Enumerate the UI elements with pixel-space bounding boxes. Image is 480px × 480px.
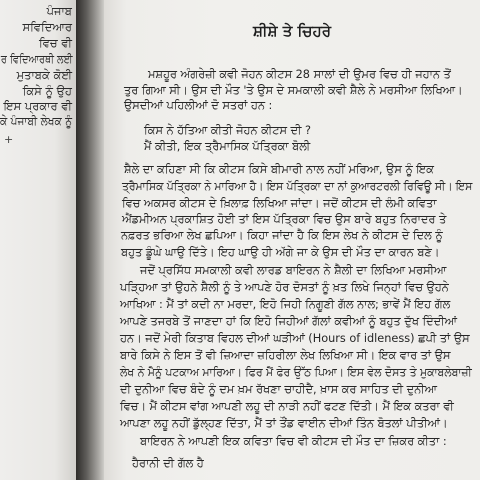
poem-line: ਮੈਂ ਕੀਤੀ, ਇਕ ਤ੍ਰੈਮਾਸਿਕ ਪੱਤ੍ਰਿਕਾ ਬੋਲੀ — [144, 140, 311, 153]
text-line: ਵਿਚ ਅਕਸਰ ਕੀਟਸ ਦੇ ਖ਼ਿਲਾਫ਼ ਲਿਖਿਆ ਜਾਂਦਾ। ਜਦੋਂ ਕੀਟਸ ਦੀ ਲੰਮੀ ਕਵਿਤਾ — [122, 197, 437, 210]
text-line: ਐਂਡਮੀਅਨ ਪ੍ਰਕਾਸ਼ਿਤ ਹੋਈ ਤਾਂ ਇਸ ਪੱਤ੍ਰਿਕਾ ਵਿਚ ਉਸ ਬਾਰੇ ਬਹੁਤ ਨਿਰਾਦਰ ਤੇ — [122, 213, 447, 226]
text-line: ਬਾਇਰਨ ਨੇ ਆਪਣੀ ਇਕ ਕਵਿਤਾ ਵਿਚ ਵੀ ਕੀਟਸ ਦੀ ਮੌਤ ਦਾ ਜ਼ਿਕਰ ਕੀਤਾ : — [140, 435, 447, 448]
left-text-fragment: ਵਿਚ ਵੀ — [39, 36, 72, 50]
text-line: ਤ੍ਰੈਮਾਸਿਕ ਪੱਤ੍ਰਿਕਾ ਨੇ ਮਾਰਿਆ ਹੈ। ਇਸ ਪੱਤ੍ਰਿਕਾ ਦਾ ਨਾਂ ਕੁਆਰਟਰਲੀ ਰਿਵਿਊ ਸੀ। ਇਸ — [122, 180, 473, 193]
left-text-fragment: ਰ ਵਿਦਿਆਰਥੀ ਲਈ — [0, 52, 72, 66]
text-line: ਪੜ੍ਹਿਆ ਤਾਂ ਉਹਨੇ ਸ਼ੈਲੀ ਨੂੰ ਤੇ ਆਪਣੇ ਹੋਰ ਦੋਸਤਾਂ ਨੂੰ ਖ਼ਤ ਲਿਖੇ ਜਿਨ੍ਹਾਂ ਵਿਚ ਉਹਨੇ — [120, 281, 449, 294]
text-line: ਵਿਚ। ਮੈਂ ਕੀਟਸ ਵਾਂਗ ਆਪਣੀ ਲਹੂ ਦੀ ਨਾੜੀ ਨਹੀਂ ਫਟਣ ਦਿੱਤੀ। ਮੈਂ ਇਕ ਕਤਰਾ ਵੀ — [120, 400, 454, 413]
left-text-fragment: ਸਵਿਦਿਆਰ — [22, 20, 72, 34]
book-gutter — [76, 0, 106, 480]
text-line: ਦੀ ਦੁਨੀਆ ਵਿਚ ਬੰਦੇ ਨੂੰ ਦਮ ਖ਼ਮ ਰੱਖਣਾ ਚਾਹੀਦੈ, ਖ਼ਾਸ ਕਰ ਸਾਹਿਤ ਦੀ ਦੁਨੀਆ — [120, 383, 437, 396]
text-line: ਆਖਿਆ : ਮੈਂ ਤਾਂ ਕਦੀ ਨਾ ਮਰਦਾ, ਇਹੋ ਜਿਹੀ ਨਿਗੂਣੀ ਗੱਲ ਨਾਲ; ਭਾਵੇਂ ਮੈਂ ਇਹ ਗੱਲ — [120, 298, 451, 311]
left-text-fragment: ਇਸ ਪ੍ਰਕਾਰ ਵੀ — [3, 99, 72, 113]
text-line: ਹਨ। ਜਦੋਂ ਮੇਰੀ ਕਿਤਾਬ ਵਿਹਲ ਦੀਆਂ ਘੜੀਆਂ (Hours of idleness) ਛਪੀ ਤਾਂ ਉਸ — [120, 332, 470, 345]
text-line: ਆਪਣੇ ਤਜਰਬੇ ਤੋਂ ਜਾਣਦਾ ਹਾਂ ਕਿ ਇਹੋ ਜਿਹੀਆਂ ਗੱਲਾਂ ਕਵੀਆਂ ਨੂੰ ਬਹੁਤ ਦੁੱਖ ਦਿੰਦੀਆਂ — [120, 315, 457, 328]
poem-line: ਕਿਸ ਨੇ ਹੱਤਿਆ ਕੀਤੀ ਜੋਹਨ ਕੀਟਸ ਦੀ ? — [144, 124, 312, 137]
text-line: ਮਸ਼ਹੂਰ ਅੰਗਰੇਜ਼ੀ ਕਵੀ ਜੋਹਨ ਕੀਟਸ 28 ਸਾਲਾਂ ਦੀ ਉਮਰ ਵਿਚ ਹੀ ਜਹਾਨ ਤੋਂ — [148, 68, 451, 81]
text-line: ਬਾਰੇ ਕਿਸੇ ਨੇ ਇਸ ਤੋਂ ਵੀ ਜ਼ਿਆਦਾ ਜ਼ਹਿਰੀਲਾ ਲੇਖ ਲਿਖਿਆ ਸੀ। ਇਕ ਵਾਰ ਤਾਂ ਉਸ — [120, 349, 451, 362]
text-line: ਉਸਦੀਆਂ ਪਹਿਲੀਆਂ ਦੋ ਸਤਰਾਂ ਹਨ : — [124, 99, 273, 112]
left-text-fragment: ਕੇ ਪੰਜਾਬੀ ਲੇਖਕ ਨੂੰ — [0, 114, 72, 128]
left-page — [0, 0, 78, 480]
dagger-mark: + — [4, 133, 14, 146]
text-line: ਤੁਰ ਗਿਆ ਸੀ। ਉਸ ਦੀ ਮੌਤ 'ਤੇ ਉਸ ਦੇ ਸਮਕਾਲੀ ਕਵੀ ਸ਼ੈਲੇ ਨੇ ਮਰਸੀਆ ਲਿਖਿਆ। — [124, 84, 463, 97]
text-line: ਸ਼ੈਲੇ ਦਾ ਕਹਿਣਾ ਸੀ ਕਿ ਕੀਟਸ ਕਿਸੇ ਬੀਮਾਰੀ ਨਾਲ ਨਹੀਂ ਮਰਿਆ, ਉਸ ਨੂੰ ਇਕ — [124, 163, 434, 176]
text-line: ਆਪਣਾ ਲਹੂ ਨਹੀਂ ਡੁੱਲ੍ਹਣ ਦਿੱਤਾ, ਮੈਂ ਤਾਂ ਤੌਂਡ ਵਾਈਨ ਦੀਆਂ ਤਿੰਨ ਬੋਤਲਾਂ ਪੀਤੀਆਂ। — [120, 417, 448, 430]
article-title: ਸ਼ੀਸ਼ੇ ਤੇ ਚਿਹਰੇ — [253, 22, 331, 40]
left-text-fragment: ਪੰਜਾਬ — [46, 4, 72, 18]
poem-line: ਹੈਰਾਨੀ ਦੀ ਗੱਲ ਹੈ — [132, 457, 204, 470]
left-text-fragment: ਕਿਸੇ ਨੂੰ ਉਹ — [22, 84, 72, 98]
text-line: ਨਫ਼ਰਤ ਭਰਿਆ ਲੇਖ ਛਪਿਆ। ਕਿਹਾ ਜਾਂਦਾ ਹੈ ਕਿ ਇਸ ਲੇਖ ਨੇ ਕੀਟਸ ਦੇ ਦਿਲ ਨੂੰ — [121, 229, 443, 242]
text-line: ਬਹੁਤ ਡੂੰਘੇ ਘਾਉ ਦਿੱਤੇ। ਇਹ ਘਾਉ ਹੀ ਅੱਗੇ ਜਾ ਕੇ ਉਸ ਦੀ ਮੌਤ ਦਾ ਕਾਰਨ ਬਣੇ। — [121, 246, 440, 259]
text-line: ਲੇਖ ਨੇ ਮੈਨੂੰ ਪਟਕਾਅ ਮਾਰਿਆ। ਫਿਰ ਮੈਂ ਫੇਰ ਉੱਠ ਪਿਆ। ਇਸ ਵੇਲ ਦੋਸਤ ਤੇ ਮੁਕਾਬਲੇਬਾਜ਼ੀ — [120, 366, 472, 379]
right-page — [104, 0, 480, 480]
text-line: ਜਦੋਂ ਪ੍ਰਸਿੱਧ ਸਮਕਾਲੀ ਕਵੀ ਲਾਰਡ ਬਾਇਰਨ ਨੇ ਸ਼ੈਲੀ ਦਾ ਲਿਖਿਆ ਮਰਸੀਆ — [140, 264, 447, 277]
left-text-fragment: ਮੁਤਾਬਕੇ ਕੋਈ — [16, 68, 72, 82]
